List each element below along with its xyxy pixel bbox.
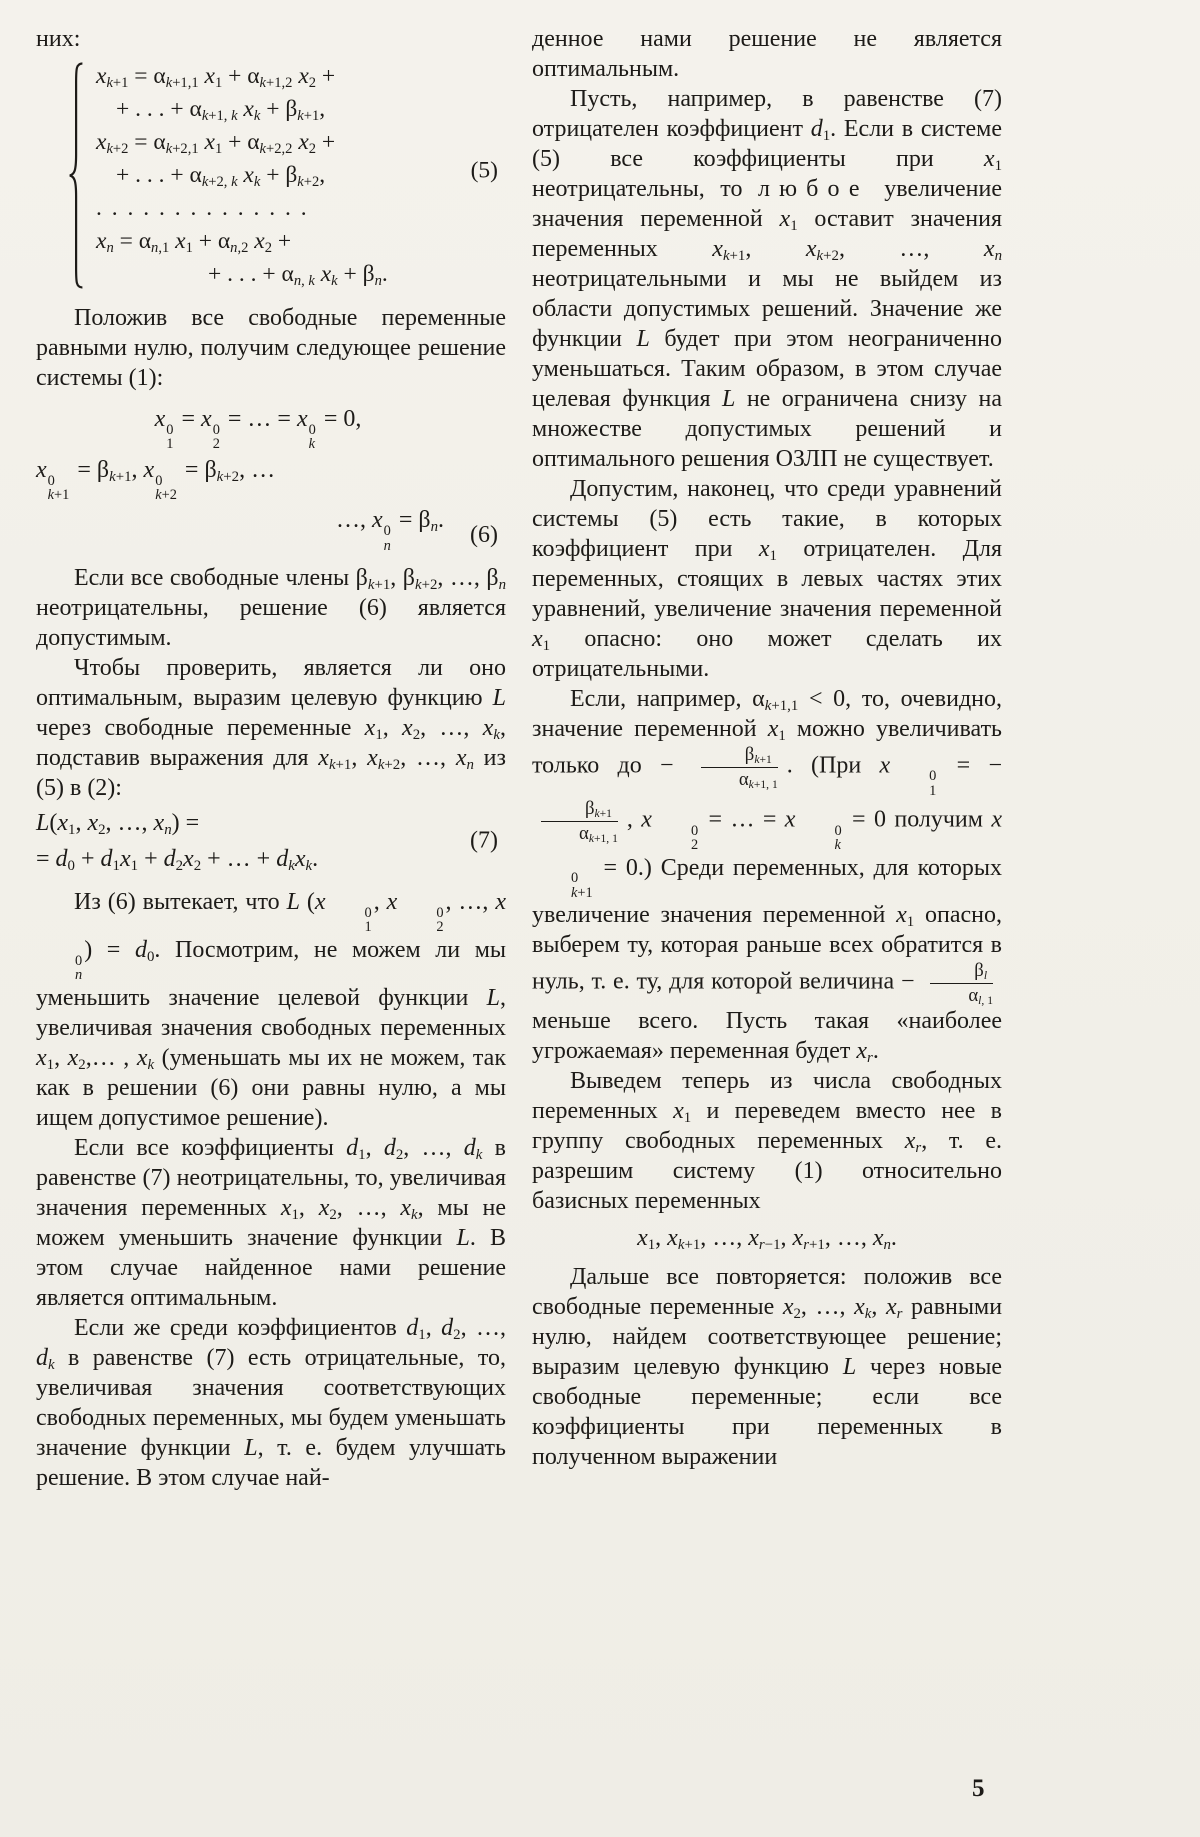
equation-line: + . . . + $\alpha_{n, k}$ $x_k + \beta_n$. bbox=[208, 261, 388, 290]
left-column bbox=[36, 24, 506, 1493]
equation-number-6: (6) bbox=[470, 522, 498, 549]
equation-number-5: (5) bbox=[470, 157, 498, 184]
paragraph: Если же среди коэффициентов $d_1$, $d_2$, …, $d_k$ в равенстве (7) есть отрицательные, то, увеличивая значения соответствующих свободных переменных, мы будем уменьшать значение функции L, т. е. будем улучшать решение. В этом случае най- bbox=[36, 1314, 507, 1491]
equation-line: + . . . + $\alpha_{k+2, k}$ $x_k + \beta_{k+2}$, bbox=[116, 162, 326, 191]
equation-line: $L(x_1$, $x_2$, …, $x_n$) = bbox=[36, 810, 200, 839]
equation-number-7: (7) bbox=[470, 827, 498, 854]
equation-lines bbox=[96, 60, 506, 291]
basis-variables-equation: $x_1$, $x_{k+1}$, …, $x_{r-1}$, $x_{r+1}$, …, $x_n$. bbox=[637, 1225, 897, 1254]
paragraph: Чтобы проверить, является ли оно оптимальным, выразим целевую функцию L через свободные переменные $x_1$, $x_2$, …, $x_k$, подставив выражения для $x_{k+1}$, $x_{k+2}$, …, $x_n$ из (5) в (2): bbox=[36, 655, 507, 802]
paragraph: Допустим, наконец, что среди уравнений системы (5) есть такие, в которых коэффициент при $x_1$ отрицателен. Для переменных, стоящих в левых частях этих уравнений, увеличение значения переменной $x_1$ опасно: оно может сделать их отрицательными. bbox=[532, 476, 1002, 682]
two-column-layout bbox=[36, 24, 1200, 1493]
continuation-paragraph: денное нами решение не является оптимальным. bbox=[532, 26, 1002, 82]
paragraph: Если все коэффициенты $d_1$, $d_2$, …, $d_k$ в равенстве (7) неотрицательны, то, увеличивая значения переменных $x_1$, $x_2$, …, $x_k$, мы не можем уменьшить значение функции L. В этом случае найденное нами решение является оптимальным. bbox=[36, 1134, 506, 1311]
paragraph: Выведем теперь из числа свободных переменных $x_1$ и переведем вместо нее в группу свободных переменных $x_r$, т. е. разрешим систему (1) относительно базисных переменных bbox=[532, 1068, 1003, 1215]
equation-line: x 0 k+1 = $\beta_{k+1}$, x 0 k+2 = $\beta_{k+2}$, … bbox=[36, 456, 276, 504]
page-number: 5 bbox=[972, 1775, 985, 1802]
paragraph: Если, например, $\alpha_{k+1,1} < 0$, то, очевидно, значение переменной $x_1$ можно увеличивать только до − $\frac{\beta_{k+1}}{\alpha_{k+1, 1}}$ . (При x 0 1 = − $\frac{\beta_{k+1}}{\alpha_{k+1, 1}}$ , x 0 2 = … = x 0 k = 0 получим x 0 k+1 = 0.) Среди переменных, для которых увеличение значения переменной $x_1$ опасно, выберем ту, которая раньше всех обратится в нуль, т. е. ту, для которой величина − $\frac{\beta_l}{\alpha_{l, 1}}$ меньше всего. Пусть такая «наиболее угрожаемая» переменная будет $x_r$. bbox=[532, 686, 1003, 1067]
right-column bbox=[532, 24, 1002, 1493]
equation-line: $x_{k+2} = \alpha_{k+2,1}$ $x_1 + \alpha_{k+2,2}$ $x_2$ + bbox=[96, 129, 336, 158]
curly-brace-icon bbox=[68, 60, 86, 291]
paragraph: Дальше все повторяется: положив все свободные переменные $x_2$, …, $x_k$, $x_r$ равными нулю, найдем соответствующее решение; выразим целевую функцию L через новые свободные переменные; если все коэффициенты при переменных в полученном выражении bbox=[532, 1264, 1003, 1471]
equation-system-5 bbox=[36, 60, 506, 291]
paragraph: Из (6) вытекает, что L (x 0 1 , x 0 2 , …, x 0 n ) = $d_0$. Посмотрим, не можем ли мы уменьшить значение целевой функции L, увеличивая значения свободных переменных $x_1$, $x_2,\dots$ , $x_k$ (уменьшать мы их не можем, так как в решении (6) они равны нулю, а мы ищем допустимое решение). bbox=[36, 889, 507, 1131]
paragraph: Если все свободные члены $\beta_{k+1}$, $\beta_{k+2}$, …, $\beta_n$ неотрицательны, решение (6) является допустимым. bbox=[36, 565, 506, 652]
equation-line: + . . . + $\alpha_{k+1, k}$ $x_k + \beta_{k+1}$, bbox=[116, 96, 326, 125]
equation-ellipsis-line: . . . . . . . . . . . . . . bbox=[96, 195, 309, 221]
equation-line: x 0 1 = x 0 2 = … = x 0 k = 0, bbox=[154, 406, 362, 453]
continuation-text: них: bbox=[36, 26, 81, 52]
equation-line: $x_{k+1} = \alpha_{k+1,1}$ $x_1 + \alpha_{k+1,2}$ $x_2$ + bbox=[96, 63, 336, 92]
equation-7 bbox=[36, 805, 506, 877]
equation-line: = $d_0 + d_1x_1 + d_2x_2$ + … + $d_kx_k$. bbox=[36, 846, 319, 875]
equation-6 bbox=[36, 401, 506, 553]
paragraph: Пусть, например, в равенстве (7) отрицателен коэффициент $d_1$. Если в системе (5) все коэффициенты при $x_1$ неотрицательны, то любое увеличение значения переменной $x_1$ оставит значения переменных $x_{k+1}$, $x_{k+2}$, …, $x_n$ неотрицательными и мы не выйдем из области допустимых решений. Значение же функции L будет при этом неограниченно уменьшаться. Таким образом, в этом случае целевая функция L не ограничена снизу на множестве допустимых решений и оптимального решения ОЗЛП не существует. bbox=[532, 86, 1003, 472]
paragraph: Положив все свободные переменные равными нулю, получим следующее решение системы (1): bbox=[36, 305, 506, 391]
equation-line: …, x 0 n = $\beta_n$. bbox=[335, 507, 444, 554]
equation-line: $x_n = \alpha_{n,1}$ $x_1 + \alpha_{n,2}$ $x_2$ + bbox=[96, 228, 292, 257]
